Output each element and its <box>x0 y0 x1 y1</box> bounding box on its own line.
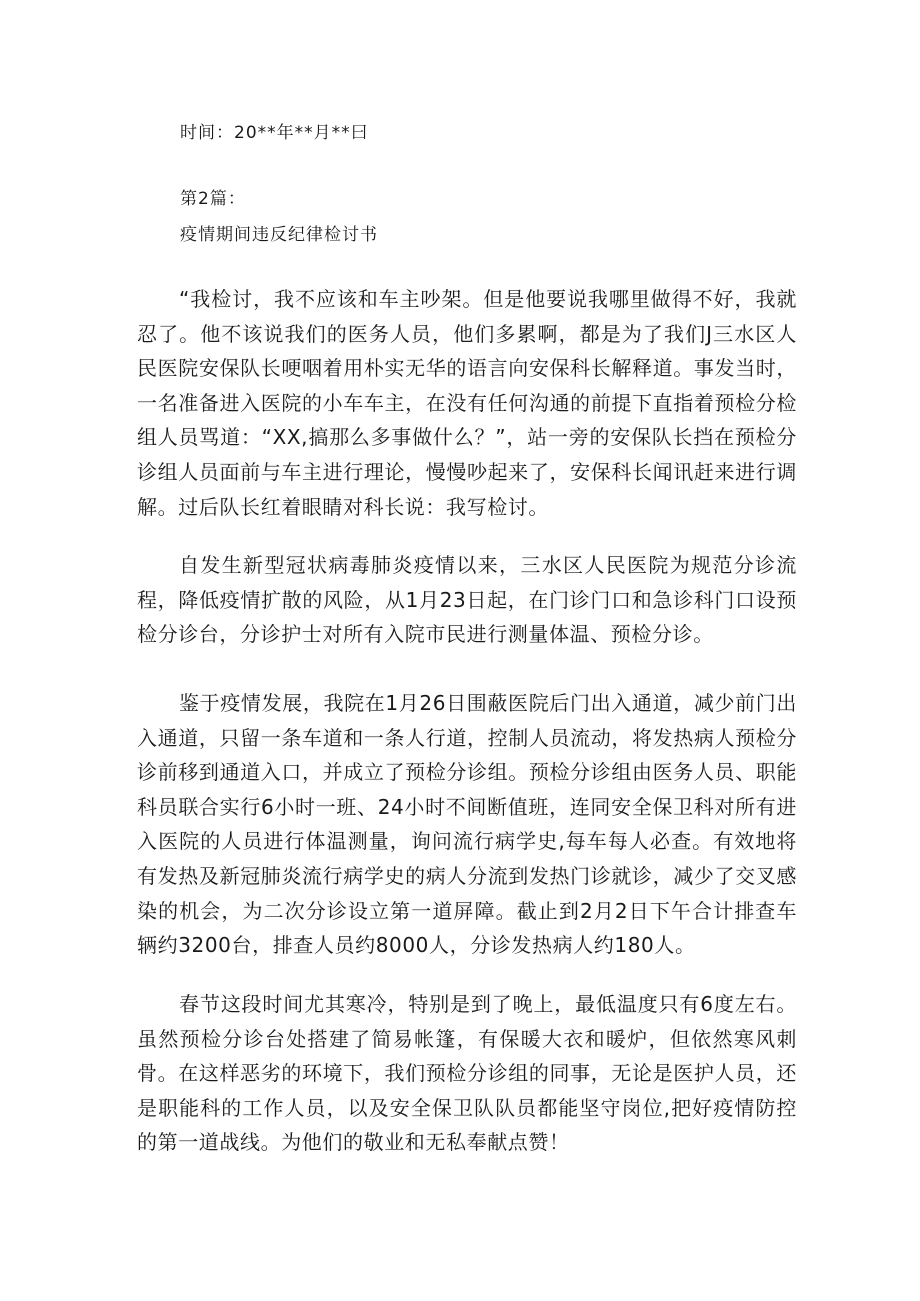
section-number-label: 第2篇： <box>180 189 246 209</box>
paragraph-cold-weather: 春节这段时间尤其寒冷，特别是到了晚上，最低温度只有6度左右。虽然预检分诊台处搭建了简易帐篷，有保暖大衣和暖炉，但依然寒风刺骨。在这样恶劣的环境下，我们预检分诊组的同事，无论是医护人员，还是职能科的工作人员，以及安全保卫队队员都能坚守岗位,把好疫情防控的第一道战线。为他们的敬业和无私奉献点赞！ <box>137 992 797 1155</box>
section-title: 疫情期间违反纪律检讨书 <box>180 225 378 245</box>
paragraph-triage-group: 鉴于疫情发展，我院在1月26日围蔽医院后门出入通道，减少前门出入通道，只留一条车道和一条人行道，控制人员流动，将发热病人预检分诊前移到通道入口，并成立了预检分诊组。预检分诊组由医务人员、职能科员联合实行6小时一班、24小时不间断值班，连同安全保卫科对所有进入医院的人员进行体温测量，询问流行病学史,每车每人必查。有效地将有发热及新冠肺炎流行病学史的病人分流到发热门诊就诊，减少了交叉感染的机会，为二次分诊设立第一道屏障。截止到2月2日下午合计排查车辆约3200台，排查人员约8000人，分诊发热病人约180人。 <box>137 691 797 958</box>
time-line: 时间：20**年**月**曰 <box>180 123 369 143</box>
paragraph-incident: “我检讨，我不应该和车主吵架。但是他要说我哪里做得不好，我就忍了。他不该说我们的医务人员，他们多累啊，都是为了我们J三水区人民医院安保队长哽咽着用朴实无华的语言向安保科长解释道。事发当时，一名准备进入医院的小车车主，在没有任何沟通的前提下直指着预检分检组人员骂道：“XX,搞那么多事做什么？”，站一旁的安保队长挡在预检分诊组人员面前与车主进行理论，慢慢吵起来了，安保科长闻讯赶来进行调解。过后队长红着眼睛对科长说：我写检讨。 <box>137 287 797 519</box>
paragraph-triage-setup: 自发生新型冠状病毒肺炎疫情以来，三水区人民医院为规范分诊流程，降低疫情扩散的风险，从1月23日起，在门诊门口和急诊科门口设预检分诊台，分诊护士对所有入院市民进行测量体温、预检分诊。 <box>137 553 797 647</box>
